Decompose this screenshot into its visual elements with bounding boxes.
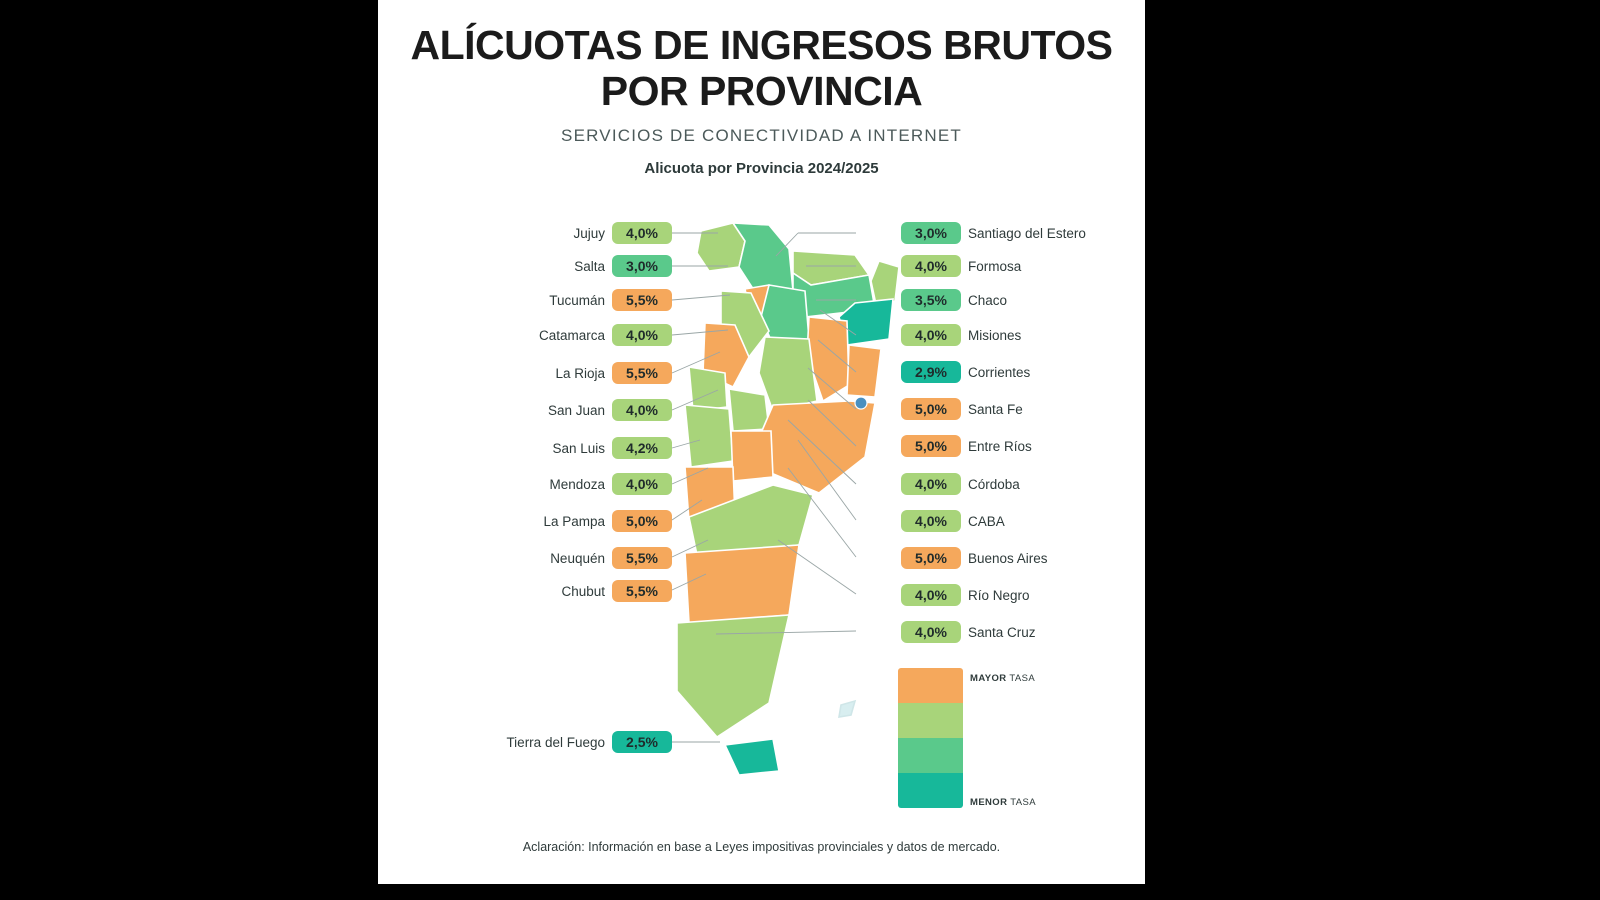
label-santa-fe[interactable] [901, 398, 1023, 420]
legend-swatch-0 [898, 668, 963, 703]
label-chubut[interactable] [438, 580, 672, 602]
label-name: Chaco [968, 292, 1008, 308]
label-name: Misiones [968, 327, 1022, 343]
legend-swatch-2 [898, 738, 963, 773]
label-name: Santa Cruz [968, 624, 1036, 640]
legend-label-top-rest: TASA [1006, 673, 1036, 684]
label-caba[interactable] [901, 510, 1005, 532]
legend-label-top-bold: MAYOR [970, 673, 1007, 684]
label-la-pampa[interactable] [438, 510, 672, 532]
label-corrientes[interactable] [901, 361, 1030, 383]
label-name: La Pampa [543, 513, 605, 529]
infographic-card [378, 0, 1145, 884]
label-buenos-aires[interactable] [901, 547, 1048, 569]
value-pill: 5,5% [612, 362, 672, 384]
value-pill: 4,0% [901, 584, 961, 606]
map-region-santacruz [677, 615, 789, 737]
value-pill: 2,9% [901, 361, 961, 383]
value-pill: 3,0% [612, 255, 672, 277]
map-region-tierradelfuego [725, 739, 779, 775]
legend-label-bottom-rest: TASA [1007, 797, 1036, 808]
label-neuquen[interactable] [438, 547, 672, 569]
label-mendoza[interactable] [438, 473, 672, 495]
label-name: Jujuy [573, 225, 605, 241]
label-name: Santiago del Estero [968, 225, 1086, 241]
map-region-entrerios [847, 345, 881, 397]
legend-gradient [898, 668, 963, 808]
value-pill: 4,0% [612, 222, 672, 244]
value-pill: 4,0% [612, 473, 672, 495]
label-name: CABA [968, 513, 1005, 529]
value-pill: 5,0% [901, 398, 961, 420]
value-pill: 3,5% [901, 289, 961, 311]
map-region-cordoba [759, 337, 817, 411]
label-jujuy[interactable] [438, 222, 672, 244]
value-pill: 5,5% [612, 580, 672, 602]
value-pill: 4,2% [612, 437, 672, 459]
label-name: Tucumán [549, 292, 605, 308]
value-pill: 4,0% [901, 324, 961, 346]
label-name: Formosa [968, 258, 1022, 274]
label-chaco[interactable] [901, 289, 1007, 311]
label-name: Corrientes [968, 364, 1031, 380]
label-name: Río Negro [968, 587, 1030, 603]
label-formosa[interactable] [901, 255, 1021, 277]
map-region-sanluis [729, 389, 769, 431]
map-region-sanjuan [689, 367, 727, 411]
page-subtitle: SERVICIOS DE CONECTIVIDAD A INTERNET [561, 126, 962, 145]
label-cordoba[interactable] [901, 473, 1020, 495]
label-name: Entre Ríos [968, 438, 1032, 454]
value-pill: 3,0% [901, 222, 961, 244]
map-region-santiago [761, 285, 809, 345]
map-region-caba [855, 397, 867, 409]
value-pill: 4,0% [901, 255, 961, 277]
page-subtitle-secondary: Alicuota por Provincia 2024/2025 [644, 160, 879, 177]
map-region-chubut [685, 545, 799, 623]
legend-swatch-3 [898, 773, 963, 808]
label-name: San Juan [547, 402, 605, 418]
label-santiago-del-estero[interactable] [901, 222, 1086, 244]
label-name: San Luis [552, 440, 605, 456]
map-region-mendoza [685, 405, 733, 467]
value-pill: 4,0% [612, 324, 672, 346]
map-region-islands [839, 701, 855, 717]
label-san-luis[interactable] [438, 437, 672, 459]
value-pill: 4,0% [612, 399, 672, 421]
legend-label-top [970, 673, 1035, 684]
page-title: ALÍCUOTAS DE INGRESOS BRUTOS POR PROVINCIA [410, 22, 1113, 114]
label-entre-rios[interactable] [901, 435, 1032, 457]
legend-swatch-1 [898, 703, 963, 738]
label-name: Salta [574, 258, 605, 274]
map-region-buenosaires [761, 401, 875, 493]
map-region-lapampa [731, 431, 773, 481]
label-santa-cruz[interactable] [901, 621, 1036, 643]
value-pill: 4,0% [901, 473, 961, 495]
label-tucuman[interactable] [438, 289, 672, 311]
value-pill: 5,5% [612, 289, 672, 311]
label-la-rioja[interactable] [438, 362, 672, 384]
value-pill: 5,0% [901, 547, 961, 569]
value-pill: 4,0% [901, 621, 961, 643]
label-name: Mendoza [549, 476, 605, 492]
label-name: Córdoba [968, 476, 1020, 492]
label-name: Catamarca [538, 327, 605, 343]
label-catamarca[interactable] [438, 324, 672, 346]
label-name: Chubut [561, 583, 605, 599]
label-san-juan[interactable] [438, 399, 672, 421]
label-name: Tierra del Fuego [506, 734, 605, 750]
legend-label-bottom-bold: MENOR [970, 797, 1008, 808]
footnote: Aclaración: Información en base a Leyes impositivas provinciales y datos de mercado. [522, 840, 1001, 854]
legend-label-bottom [970, 797, 1036, 808]
value-pill: 5,0% [901, 435, 961, 457]
label-name: Neuquén [550, 550, 605, 566]
label-salta[interactable] [438, 255, 672, 277]
value-pill: 5,5% [612, 547, 672, 569]
label-tierra-del-fuego[interactable] [398, 731, 672, 753]
label-rio-negro[interactable] [901, 584, 1030, 606]
label-misiones[interactable] [901, 324, 1021, 346]
value-pill: 4,0% [901, 510, 961, 532]
label-name: Santa Fe [968, 401, 1023, 417]
label-name: Buenos Aires [968, 550, 1048, 566]
label-name: La Rioja [555, 365, 605, 381]
value-pill: 5,0% [612, 510, 672, 532]
value-pill: 2,5% [612, 731, 672, 753]
